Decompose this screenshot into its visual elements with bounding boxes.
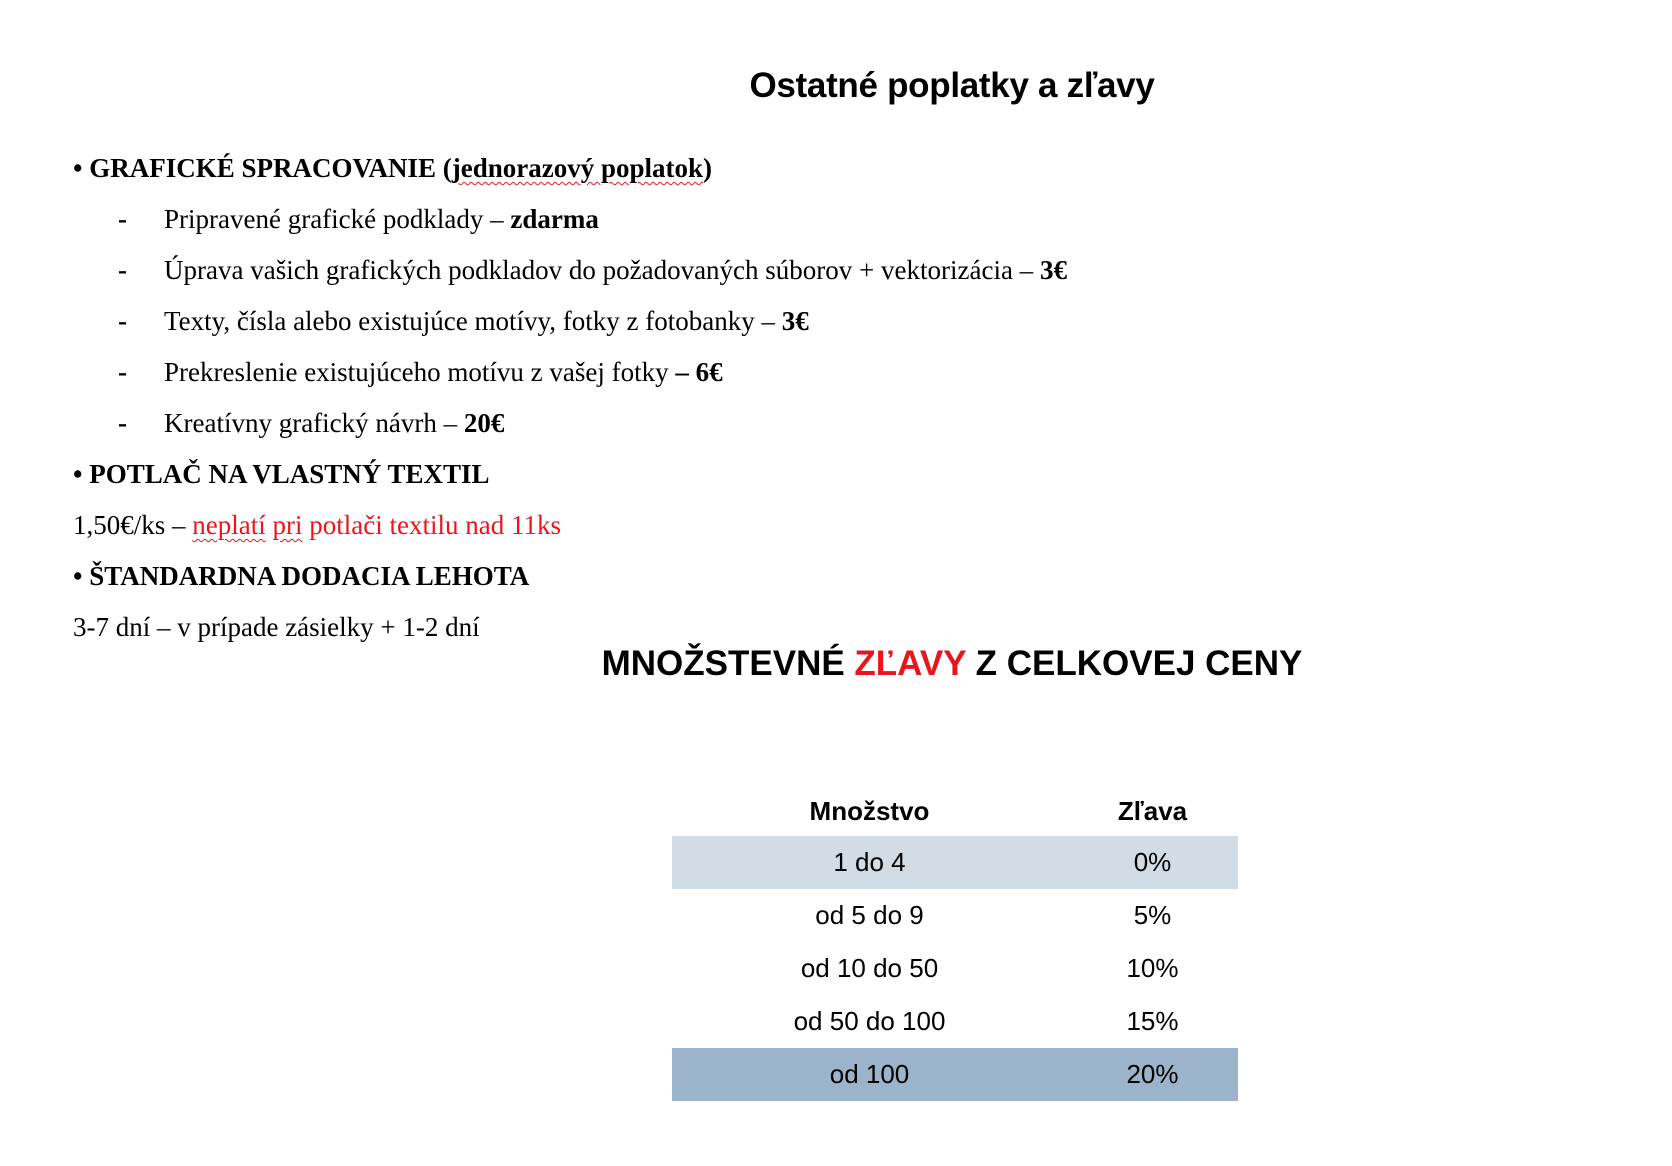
table-row [672, 942, 1238, 995]
discount-cell: 10% [1126, 953, 1179, 983]
column-header-discount: Zľava [1117, 795, 1188, 826]
quantity-cell: 1 do 4 [672, 836, 1067, 889]
bullet: • [73, 153, 83, 183]
list-item [118, 355, 723, 389]
item-text: Texty, čísla alebo existujúce motívy, fotky z fotobanky – [164, 306, 782, 336]
discount-table [672, 786, 1238, 1101]
discount-cell: 5% [1133, 900, 1172, 930]
discount-section-title [0, 644, 1672, 684]
quantity-cell: od 10 do 50 [800, 953, 939, 983]
item-text: Prekreslenie existujúceho motívu z vašej fotky [164, 357, 676, 387]
table-header-row [672, 786, 1238, 836]
discount-cell: 15% [1126, 1006, 1179, 1036]
item-price: 3€ [781, 306, 809, 336]
graphics-heading-text: GRAFICKÉ SPRACOVANIE [89, 153, 436, 183]
quantity-cell: od 100 [672, 1048, 1067, 1101]
print-note-word: neplatí [192, 510, 266, 540]
title-part: MNOŽSTEVNÉ [601, 644, 855, 683]
item-price: 20€ [463, 408, 505, 438]
table-row [672, 1048, 1238, 1101]
delivery-text: 3-7 dní – v prípade zásielky + 1-2 dní [73, 612, 480, 642]
dash: - [118, 357, 127, 387]
dash: - [118, 408, 127, 438]
graphics-heading-note: jednorazový poplatok [451, 153, 704, 183]
dash: - [118, 255, 127, 285]
print-heading: • POTLAČ NA VLASTNÝ TEXTIL [73, 459, 490, 489]
page-title: Ostatné poplatky a zľavy [749, 66, 1155, 105]
column-header-quantity: Množstvo [809, 795, 930, 826]
discount-cell: 0% [1067, 836, 1238, 889]
item-text: Pripravené grafické podklady – [164, 204, 511, 234]
dash: - [118, 204, 127, 234]
list-item [118, 253, 1067, 287]
paren-open: ( [442, 153, 452, 183]
item-price: zdarma [510, 204, 599, 234]
paren-close: ) [703, 153, 713, 183]
quantity-cell: od 5 do 9 [815, 900, 924, 930]
print-note: potlači textilu nad 11ks [302, 510, 561, 540]
quantity-cell: od 50 do 100 [793, 1006, 946, 1036]
title-part-highlight: ZĽAVY [854, 644, 966, 683]
print-note-word: pri [272, 510, 303, 540]
table-row [672, 836, 1238, 889]
item-text: Kreatívny grafický návrh – [164, 408, 464, 438]
list-item [118, 304, 809, 338]
item-price: – 6€ [675, 357, 723, 387]
print-price: 1,50€/ks – [73, 510, 193, 540]
list-item [118, 202, 599, 236]
table-row [672, 889, 1238, 942]
graphics-heading [73, 151, 712, 185]
dash: - [118, 306, 127, 336]
list-item [118, 406, 504, 440]
print-price-line [73, 508, 561, 542]
title-part: Z CELKOVEJ CENY [965, 644, 1303, 683]
item-price: 3€ [1039, 255, 1067, 285]
table-row [672, 995, 1238, 1048]
discount-cell: 20% [1067, 1048, 1238, 1101]
item-text: Úprava vašich grafických podkladov do požadovaných súborov + vektorizácia – [164, 255, 1040, 285]
delivery-heading: • ŠTANDARDNA DODACIA LEHOTA [73, 561, 530, 591]
